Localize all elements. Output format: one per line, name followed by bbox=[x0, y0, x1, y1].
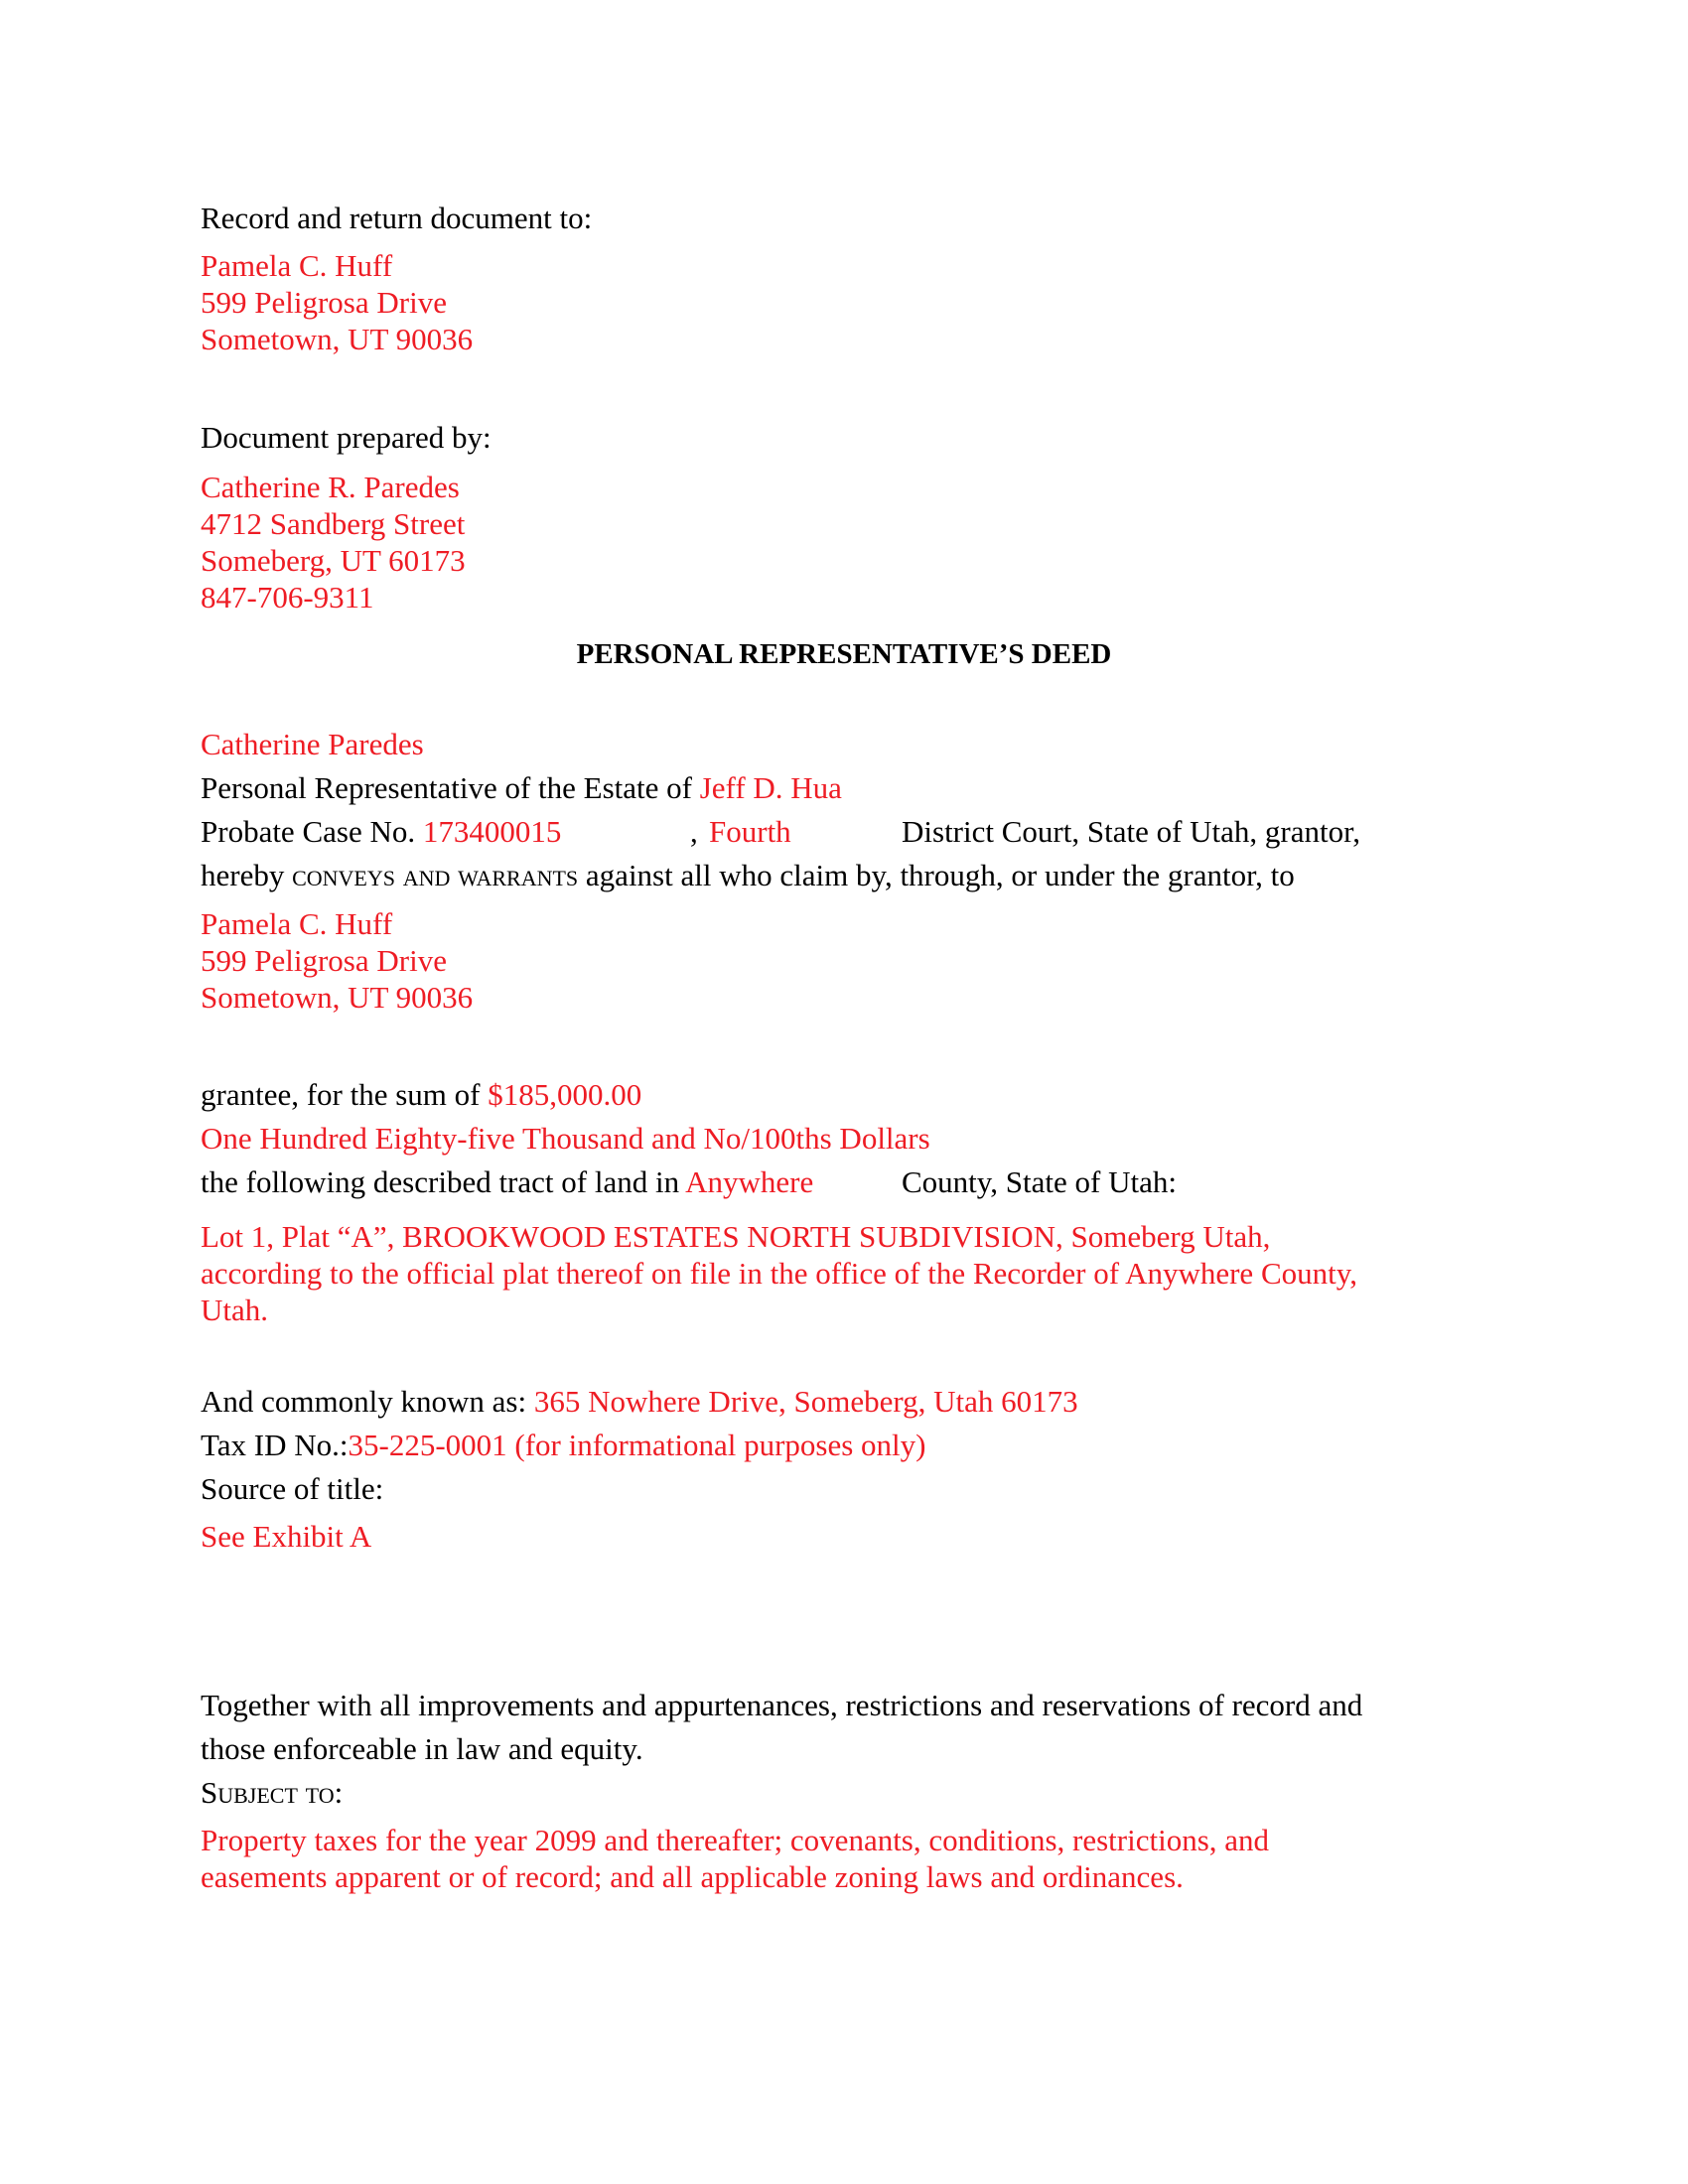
preparer-phone: 847-706-9311 bbox=[201, 580, 374, 614]
estate-line bbox=[201, 770, 842, 806]
grantee-name: Pamela C. Huff bbox=[201, 906, 393, 941]
consideration-prefix: grantee, for the sum of bbox=[201, 1077, 481, 1112]
return-label: Record and return document to: bbox=[201, 201, 593, 235]
preparer-city: Someberg, UT 60173 bbox=[201, 543, 466, 578]
consideration-words: One Hundred Eighty-five Thousand and No/100ths Dollars bbox=[201, 1121, 930, 1156]
tax-id-value: 35-225-0001 (for informational purposes only) bbox=[348, 1428, 926, 1462]
preparer-street: 4712 Sandberg Street bbox=[201, 506, 466, 541]
consideration-amount: $185,000.00 bbox=[488, 1077, 642, 1112]
grantee-city: Sometown, UT 90036 bbox=[201, 980, 474, 1015]
together-line-2: those enforceable in law and equity. bbox=[201, 1731, 643, 1766]
subject-to-line-1: Property taxes for the year 2099 and thereafter; covenants, conditions, restrictions, and bbox=[201, 1823, 1270, 1857]
preparer-name: Catherine R. Paredes bbox=[201, 470, 460, 504]
source-title-label: Source of title: bbox=[201, 1471, 384, 1506]
subject-to-label: Subject to: bbox=[201, 1775, 344, 1810]
hereby-text: hereby bbox=[201, 858, 285, 892]
probate-line bbox=[201, 814, 1472, 850]
tract-line bbox=[201, 1164, 1392, 1200]
conveys-warrants-text: conveys and warrants bbox=[292, 858, 579, 892]
conveys-line bbox=[201, 858, 1295, 893]
return-city: Sometown, UT 90036 bbox=[201, 322, 474, 356]
probate-case-no: 173400015 bbox=[422, 814, 562, 849]
property-address: 365 Nowhere Drive, Someberg, Utah 60173 bbox=[533, 1384, 1078, 1419]
tract-suffix: County, State of Utah: bbox=[902, 1164, 1177, 1199]
source-title-value: See Exhibit A bbox=[201, 1519, 372, 1554]
tract-county: Anywhere bbox=[685, 1164, 814, 1199]
known-as-line bbox=[201, 1384, 1078, 1420]
against-text: against all who claim by, through, or under the grantor, to bbox=[585, 858, 1295, 892]
return-name: Pamela C. Huff bbox=[201, 248, 393, 283]
probate-comma: , bbox=[690, 814, 698, 849]
tract-prefix: the following described tract of land in bbox=[201, 1164, 680, 1199]
prepared-label: Document prepared by: bbox=[201, 420, 492, 455]
consideration-line bbox=[201, 1077, 641, 1113]
probate-prefix: Probate Case No. bbox=[201, 814, 416, 849]
return-street: 599 Peligrosa Drive bbox=[201, 285, 447, 320]
tax-id-line bbox=[201, 1428, 926, 1463]
legal-description-line-1: Lot 1, Plat “A”, BROOKWOOD ESTATES NORTH SUBDIVISION, Someberg Utah, bbox=[201, 1219, 1271, 1254]
estate-prefix: Personal Representative of the Estate of bbox=[201, 770, 692, 805]
grantor-name: Catherine Paredes bbox=[201, 727, 424, 761]
estate-name: Jeff D. Hua bbox=[699, 770, 842, 805]
grantee-street: 599 Peligrosa Drive bbox=[201, 943, 447, 978]
tax-id-prefix: Tax ID No.: bbox=[201, 1428, 349, 1462]
known-as-prefix: And commonly known as: bbox=[201, 1384, 527, 1419]
district-name: Fourth bbox=[709, 814, 791, 849]
court-suffix: District Court, State of Utah, grantor, bbox=[902, 814, 1360, 849]
document-title: PERSONAL REPRESENTATIVE’S DEED bbox=[576, 638, 1112, 670]
legal-description-line-3: Utah. bbox=[201, 1293, 269, 1327]
together-line-1: Together with all improvements and appurtenances, restrictions and reservations of record and bbox=[201, 1688, 1363, 1722]
legal-description-line-2: according to the official plat thereof on file in the office of the Recorder of Anywhere County, bbox=[201, 1256, 1357, 1291]
subject-to-line-2: easements apparent or of record; and all applicable zoning laws and ordinances. bbox=[201, 1859, 1184, 1894]
